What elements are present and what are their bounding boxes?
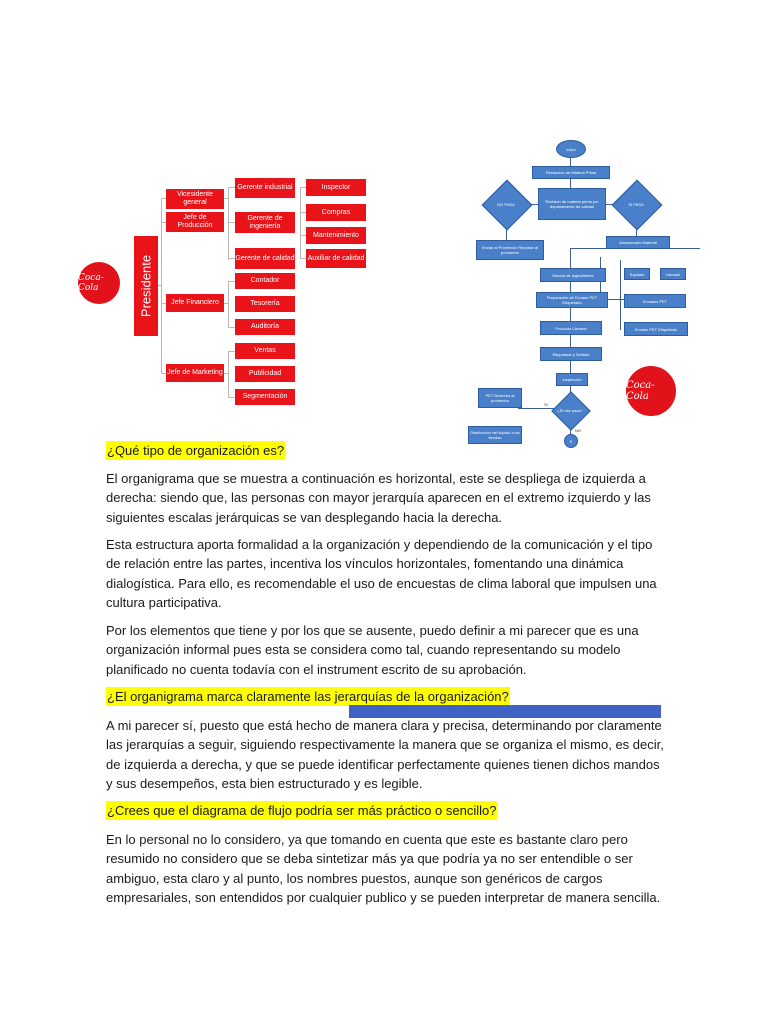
flow-connector [570, 248, 571, 268]
connector-line [228, 281, 235, 282]
coca-cola-logo: Coca-Cola [78, 262, 120, 304]
flow-no-pasa-label: NO PASA [497, 201, 515, 207]
presidente-box [134, 236, 158, 336]
flow-recepcion: Recepción de Materia Prima [532, 166, 610, 179]
presidente-label: Presidente [138, 254, 154, 318]
org-box-inspector: Inspector [306, 179, 366, 196]
flow-preparacion: Preparación de Envase PET Etiquetado [536, 292, 608, 308]
org-box-gerente-ingenieria: Gerente de ingeniería [235, 212, 295, 233]
org-box-publicidad: Publicidad [235, 366, 295, 382]
org-box-mantenimiento: Mantenimiento [306, 227, 366, 244]
flow-fin: S [564, 434, 578, 448]
connector-line [228, 258, 235, 259]
org-box-jefe-marketing: Jefe de Marketing [166, 364, 224, 382]
connector-line [224, 303, 229, 304]
flow-devolver: Enviar al Proveedor Reportar al proveedor [476, 240, 544, 260]
paragraph: A mi parecer sí, puesto que está hecho de manera clara y precisa, determinando por claramente las jerarquías a seguir, siguiendo respectivamente la manera que se organiza el mismo, es decir, de izquierda a derecha, y que se puede identificar perfectamente quienes tienen dichos mandos y sus desempeños, esta bien estructurado y es legible. [106, 718, 664, 791]
flow-si-label: SI [544, 402, 548, 407]
paragraph: El organigrama que se muestra a continuación es horizontal, este se despliega de izquierda a derecha: siendo que, las personas con mayor jerarquía aparecen en el extremo izquierdo y las siguientes escalas jerárquicas se van desplegando hacia la derecha. [106, 471, 651, 525]
org-box-compras: Compras [306, 204, 366, 221]
flow-connector [620, 260, 621, 330]
org-box-gerente-calidad: Gerente de calidad [235, 248, 295, 269]
connector-line [228, 281, 229, 327]
org-box-segmentacion: Segmentación [235, 389, 295, 405]
flow-revision: Revisión de materia prima por departamento de calidad [538, 188, 606, 220]
connector-line [228, 187, 235, 188]
question-heading: ¿Qué tipo de organización es? [107, 443, 285, 458]
org-box-tesoreria: Tesorería [235, 296, 295, 312]
question-heading: ¿El organigrama marca claramente las jerarquías de la organización? [107, 689, 509, 704]
flow-rechazo: PET Desecho al proveedor [478, 388, 522, 408]
flow-producto-llenado: Producto Llenado [540, 321, 602, 335]
connector-line [228, 327, 235, 328]
connector-line [300, 187, 301, 258]
org-box-contador: Contador [235, 273, 295, 289]
connector-line [228, 351, 229, 397]
flow-si-pasa-label: SI PASA [628, 201, 644, 207]
org-box-jefe-financiero: Jefe Financiero [166, 294, 224, 312]
flow-envases: Envases PET [624, 294, 686, 308]
paragraph: Por los elementos que tiene y por los que se ausente, puedo definir a mi parecer que es una organización informal pues esta se considera como tal, cuando representando su modelo planificado no cuenta todavía con el instrument escrito de su aprobación. [106, 623, 639, 677]
flow-connector [570, 334, 571, 347]
org-box-jefe-produccion: Jefe de Producción [166, 212, 224, 232]
org-box-ventas: Ventas [235, 343, 295, 359]
flow-empaque: Etiquetado y Sellado [540, 347, 602, 361]
flow-connector [606, 299, 624, 300]
flow-decision-label: ¿El lote pasa? [557, 407, 583, 413]
flow-liberacion: Distribución del liquido a los tiendas [468, 426, 522, 444]
connector-line [228, 397, 235, 398]
connector-line [161, 198, 162, 374]
flow-opcion-b: Llenado [660, 268, 686, 280]
question-heading: ¿Crees que el diagrama de flujo podría ser más práctico o sencillo? [107, 803, 497, 818]
flow-almacen: Almacenado Material [606, 236, 670, 249]
coca-cola-logo: Coca-Cola [626, 366, 676, 416]
flow-no-label: NO [575, 428, 581, 433]
org-box-vicepresidente: Vicesidente general [166, 189, 224, 209]
connector-line [228, 351, 235, 352]
paragraph: Esta estructura aporta formalidad a la organización y dependiendo de la comunicación y el tipo de relación entre las partes, incentiva los vínculos horizontales, fomentando una dinámica dialogística. Para ello, es recomendable el uso de encuestas de clima laboral que impulsen una cultura participativa. [106, 537, 657, 610]
connector-line [224, 198, 229, 199]
flow-connector [570, 359, 571, 373]
flow-opcion-a: Soplado [624, 268, 650, 280]
flow-inicio: Inicio [556, 140, 586, 158]
connector-line [228, 222, 235, 223]
org-box-auditoria: Auditoría [235, 319, 295, 335]
flow-mezcla: Mezcla de ingredientes [540, 268, 606, 282]
paragraph: En lo personal no lo considero, ya que tomando en cuenta que este es bastante claro pero resumido no considero que se deba sintetizar más ya que podría ya no ser entendible o ser ambiguo, esta claro y al punto, los nombres puestos, aunque son genéricos de cargos empresariales, son entendidos por cualquier publico y se pueden interpretar de manera sencilla. [106, 832, 661, 905]
connector-line [224, 373, 229, 374]
flow-inspeccion: Inspección [556, 373, 588, 386]
flow-envase-etiquetado: Envase PET Etiquetado [624, 322, 688, 336]
org-box-auxiliar-calidad: Auxiliar de calidad [306, 249, 366, 268]
org-box-gerente-industrial: Gerente industrial [235, 178, 295, 198]
